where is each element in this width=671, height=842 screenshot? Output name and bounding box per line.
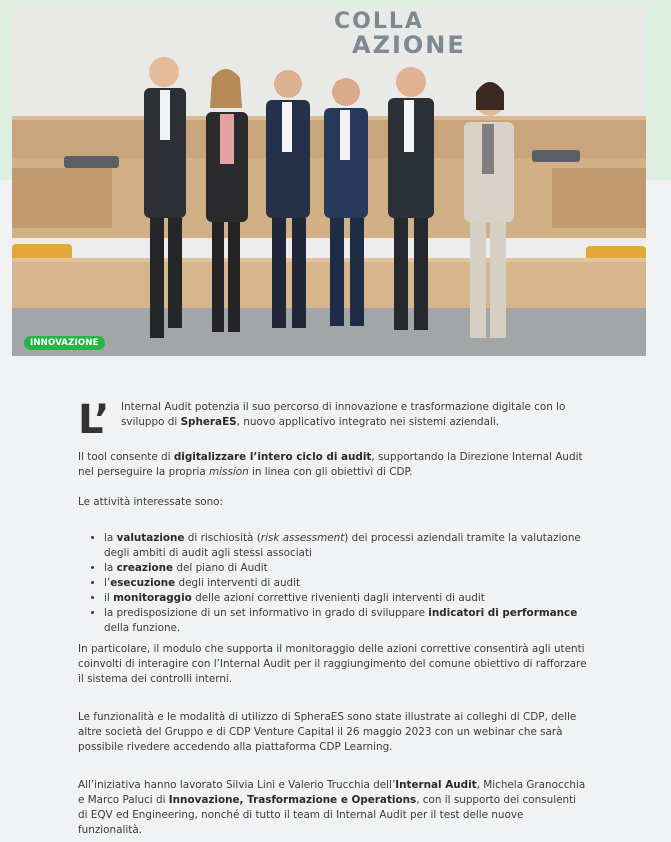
lead-paragraph xyxy=(78,397,588,443)
wall-lettering-top: COLLA xyxy=(334,9,424,34)
team-photo xyxy=(12,8,646,356)
list-item xyxy=(104,531,588,561)
bold-text: monitoraggio xyxy=(113,592,192,604)
text: ) dei processi aziendali tramite la valutazione degli ambiti di audit agli stessi associati xyxy=(104,532,581,559)
lead-text-end: , nuovo applicativo integrato nei sistemi aziendali. xyxy=(236,416,500,428)
text: di rischiosità ( xyxy=(184,532,261,544)
paragraph-tool xyxy=(78,450,588,480)
italic-text: mission xyxy=(209,466,249,478)
article-body xyxy=(78,397,588,838)
text: Il tool consente di xyxy=(78,451,174,463)
list-item xyxy=(104,576,588,591)
lead-text: Internal Audit potenzia il suo percorso di innovazione e trasformazione digitale con lo sviluppo di xyxy=(121,401,566,428)
bold-text: Innovazione, Trasformazione e Operations xyxy=(168,794,417,806)
paragraph-credits xyxy=(78,778,588,838)
text: la predisposizione di un set informativo in grado di sviluppare xyxy=(104,607,429,619)
paragraph-activities: Le attività interessate sono: xyxy=(78,496,224,508)
bold-text: valutazione xyxy=(116,532,185,544)
text: del piano di Audit xyxy=(173,562,268,574)
text: il xyxy=(104,592,114,604)
text: , con il supporto dei consulenti di EQV ed Engineering, nonché di tutto il team di Internal Audit per il test delle nuove funzionalità. xyxy=(78,794,577,836)
bold-text: Internal Audit xyxy=(395,779,477,791)
activities-list xyxy=(78,531,588,636)
drop-cap: L’ xyxy=(78,397,110,443)
lead-bold: SpheraES xyxy=(180,416,237,428)
team-photo-illustration xyxy=(12,8,646,356)
text: , Michela Granocchia e Marco Paluci di xyxy=(78,779,586,806)
bold-text: creazione xyxy=(116,562,174,574)
list-item xyxy=(104,561,588,576)
wall-lettering-bottom: AZIONE xyxy=(352,31,466,59)
bold-text: indicatori di performance xyxy=(428,607,578,619)
text: degli interventi di audit xyxy=(175,577,301,589)
text: , supportando la Direzione Internal Audit nel perseguire la propria xyxy=(78,451,583,478)
italic-text: risk assessment xyxy=(260,532,345,544)
text: All’iniziativa hanno lavorato Silvia Lini e Valerio Trucchia dell’ xyxy=(78,779,396,791)
bold-text: esecuzione xyxy=(110,577,176,589)
category-badge[interactable]: INNOVAZIONE xyxy=(24,336,105,350)
paragraph-webinar: Le funzionalità e le modalità di utilizzo di SpheraES sono state illustrate ai colleghi di CDP, delle altre società del Gruppo e di CDP Venture Capital il 26 maggio 2023 con un webinar che sarà possibile rivedere accedendo alla piattaforma CDP Learning. xyxy=(78,711,577,753)
text: delle azioni correttive rivenienti dagli interventi di audit xyxy=(191,592,485,604)
list-item xyxy=(104,606,588,636)
list-item xyxy=(104,591,588,606)
paragraph-monitoring: In particolare, il modulo che supporta il monitoraggio delle azioni correttive consentirà agli utenti coinvolti di interagire con l’Internal Audit per il raggiungimento del comune obiettivo di rafforzare il sistema dei controlli interni. xyxy=(78,643,587,685)
text: in linea con gli obiettivi di CDP. xyxy=(248,466,413,478)
text: la xyxy=(104,532,117,544)
text: la xyxy=(104,562,117,574)
bold-text: digitalizzare l’intero ciclo di audit xyxy=(173,451,372,463)
text: l’ xyxy=(104,577,111,589)
text: della funzione. xyxy=(104,622,181,634)
